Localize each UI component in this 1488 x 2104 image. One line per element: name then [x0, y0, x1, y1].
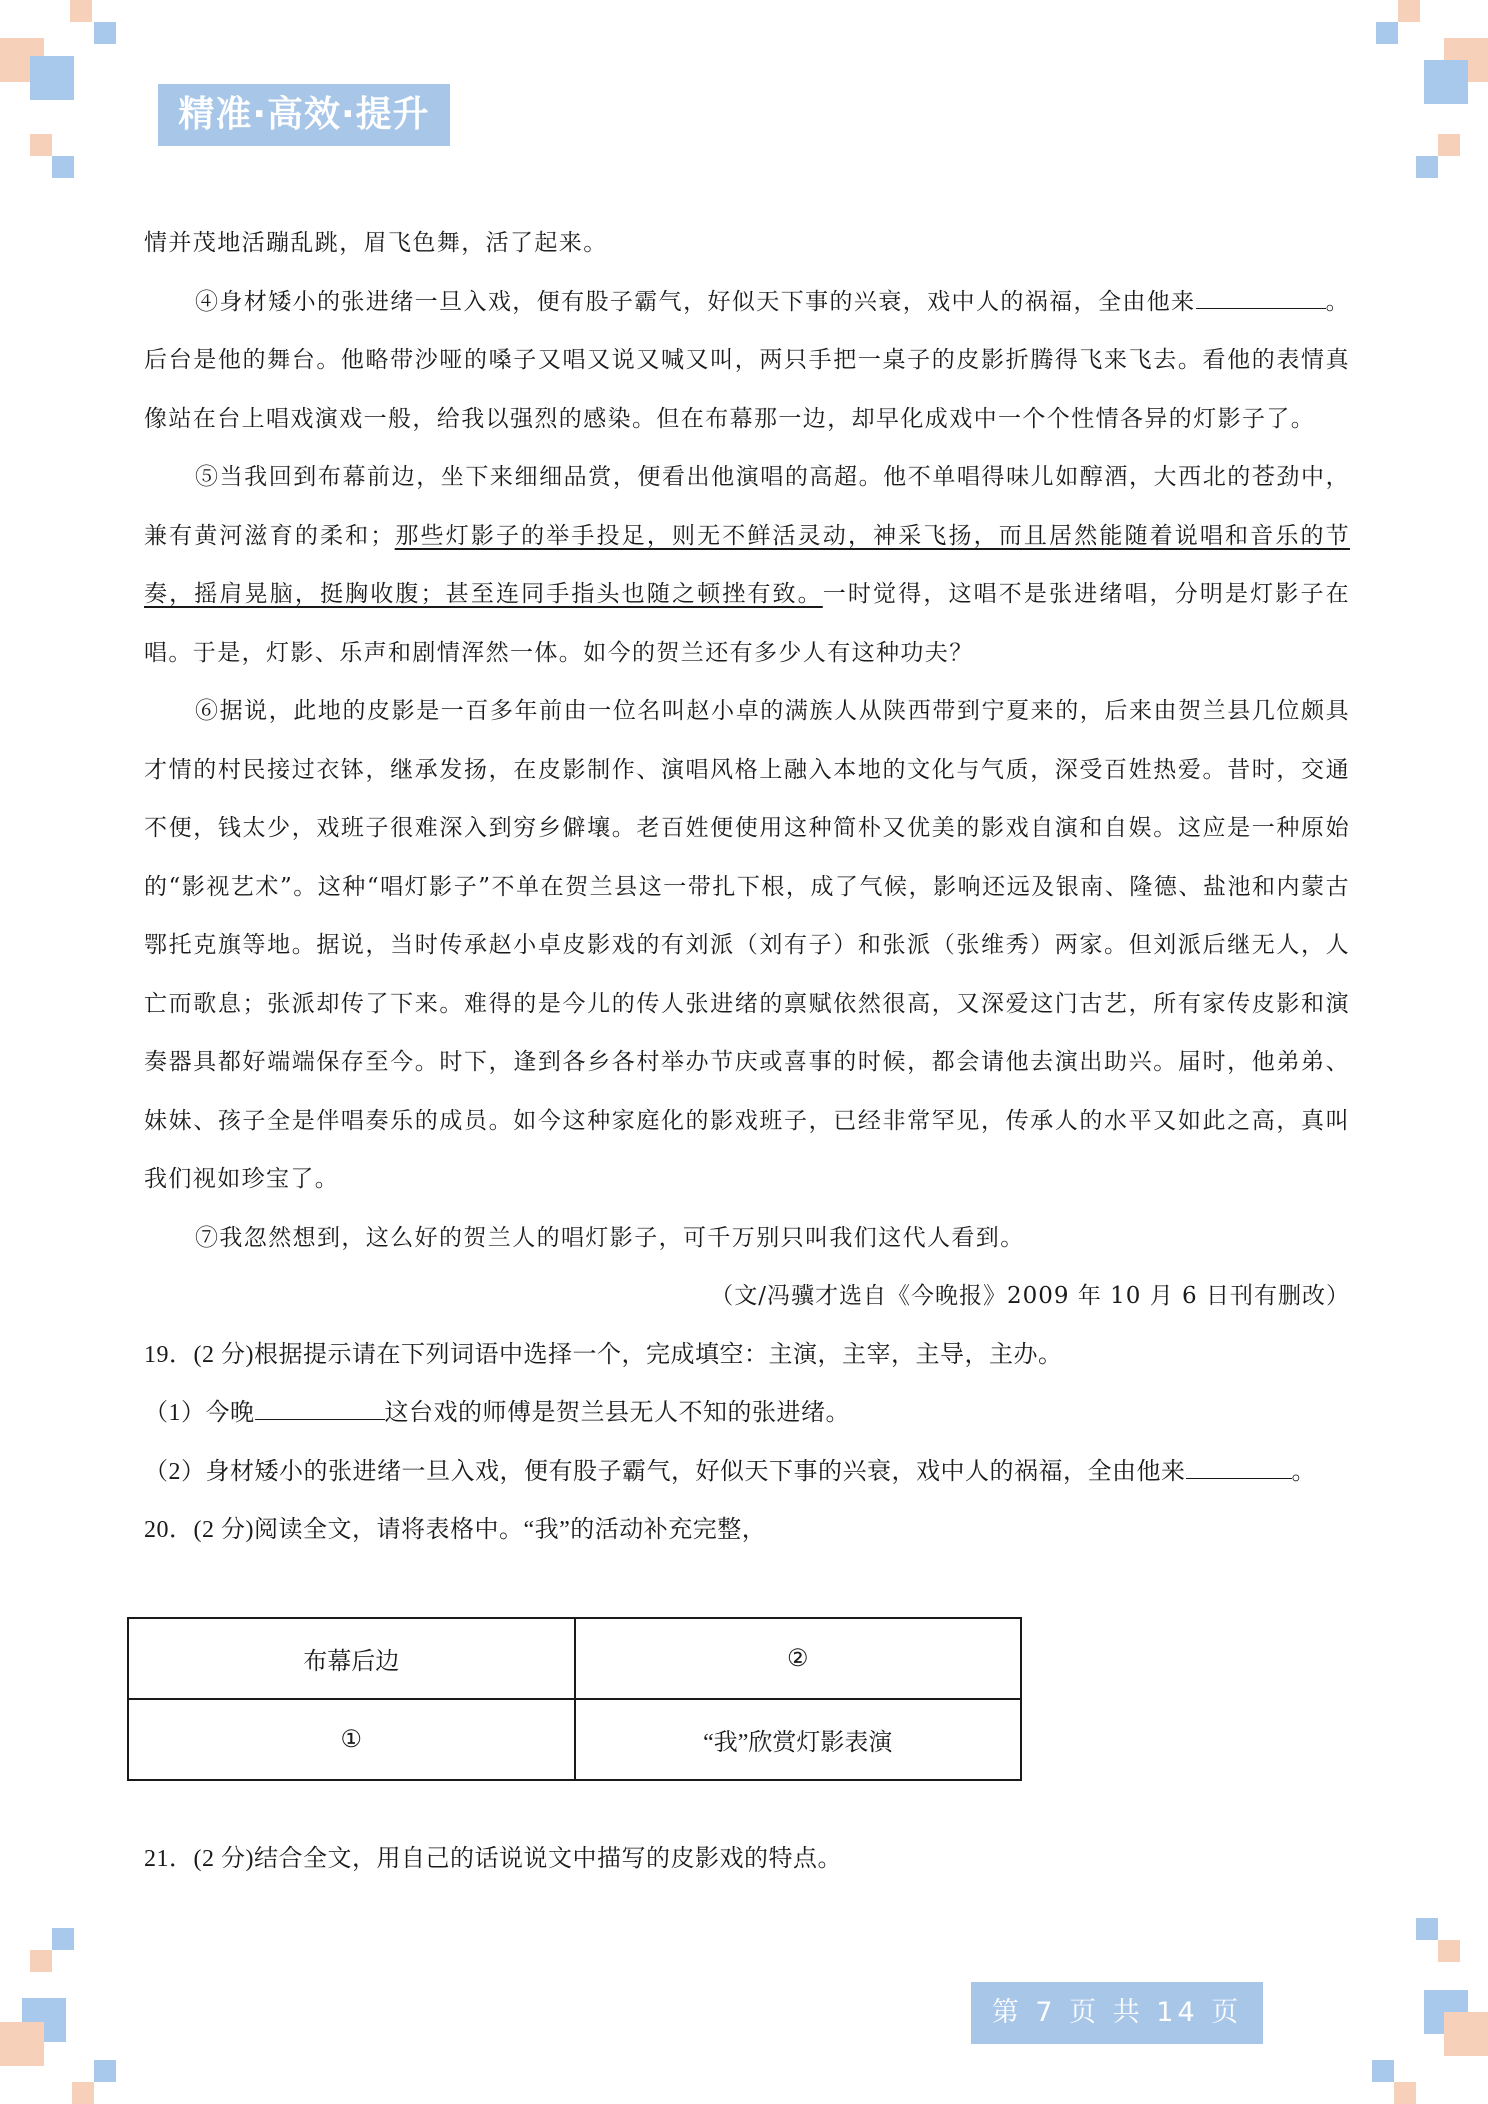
table-cell: “我”欣赏灯影表演: [575, 1699, 1022, 1780]
question-19: 19．(2 分)根据提示请在下列词语中选择一个，完成填空：主演，主宰，主导，主办。: [144, 1341, 1063, 1368]
page-number-badge: 第 7 页 共 14 页: [971, 1982, 1263, 2044]
source-citation: （文/冯骥才选自《今晚报》2009 年 10 月 6 日刊有删改）: [710, 1283, 1350, 1309]
paragraph-5-part-a: ⑤当我回到布幕前边，坐下来细细品赏，便看出他演唱的高超。他不单唱得味儿如醇酒，大西北的苍劲中，兼有黄河滋育的柔和；: [144, 464, 1350, 549]
table-cell: 布幕后边: [128, 1618, 575, 1699]
fill-blank: [1196, 280, 1326, 309]
paragraph-5-part-b: 一时觉得，这唱不是张进绪唱，分明是灯影子在唱。于是，灯影、乐声和剧情浑然一体。如今的贺兰还有多少人有这种功夫？: [144, 581, 1350, 666]
paragraph-6: ⑥据说，此地的皮影是一百多年前由一位名叫赵小卓的满族人从陕西带到宁夏来的，后来由贺兰县几位颇具才情的村民接过衣钵，继承发扬，在皮影制作、演唱风格上融入本地的文化与气质，深受百姓热爱。昔时，交通不便，钱太少，戏班子很难深入到穷乡僻壤。老百姓便使用这种简朴又优美的影戏自演和自娱。这应是一种原始的“影视艺术”。这种“唱灯影子”不单在贺兰县这一带扎下根，成了气候，影响还远及银南、隆德、盐池和内蒙古鄂托克旗等地。据说，当时传承赵小卓皮影戏的有刘派（刘有子）和张派（张维秀）两家。但刘派后继无人，人亡而歌息；张派却传了下来。难得的是今儿的传人张进绪的禀赋依然很高，又深爱这门古艺，所有家传皮影和演奏器具都好端端保存至今。时下，逢到各乡各村举办节庆或喜事的时候，都会请他去演出助兴。届时，他弟弟、妹妹、孩子全是伴唱奏乐的成员。如今这种家庭化的影戏班子，已经非常罕见，传承人的水平又如此之高，真叫我们视如珍宝了。: [144, 698, 1350, 1192]
table-row: [128, 1699, 1021, 1780]
paragraph-7: ⑦我忽然想到，这么好的贺兰人的唱灯影子，可千万别只叫我们这代人看到。: [195, 1224, 1025, 1251]
question-19-2-part-b: 。: [1291, 1458, 1316, 1485]
question-19-2-part-a: （2）身材矮小的张进绪一旦入戏，便有股子霸气，好似天下事的兴衰，戏中人的祸福，全由他来: [144, 1458, 1186, 1485]
activity-table: [127, 1617, 1022, 1781]
paragraph-continuation: 情并茂地活蹦乱跳，眉飞色舞，活了起来。: [144, 230, 608, 256]
question-19-1: [144, 1384, 1350, 1443]
passage: [144, 214, 1350, 1560]
paragraph-4-part-b: 。后台是他的舞台。他略带沙哑的嗓子又唱又说又喊又叫，两只手把一桌子的皮影折腾得飞来飞去。看他的表情真像站在台上唱戏演戏一般，给我以强烈的感染。但在布幕那一边，却早化成戏中一个个性情各异的灯影子了。: [144, 288, 1350, 432]
paragraph-4: [144, 273, 1350, 449]
table-row: [128, 1618, 1021, 1699]
question-19-1-part-a: （1）今晚: [144, 1400, 255, 1426]
paragraph-5: [144, 448, 1350, 682]
table-cell-answer-1[interactable]: ①: [128, 1699, 575, 1780]
question-19-2: [144, 1443, 1350, 1502]
underlined-sentence: 那些灯影子的举手投足，则无不鲜活灵动，神采飞扬，而且居然能随着说唱和音乐的节奏，摇肩晃脑，挺胸收腹；甚至连同手指头也随之顿挫有致。: [144, 522, 1351, 607]
question-19-1-part-b: 这台戏的师傅是贺兰县无人不知的张进绪。: [384, 1400, 850, 1426]
paragraph-4-part-a: ④身材矮小的张进绪一旦入戏，便有股子霸气，好似天下事的兴衰，戏中人的祸福，全由他来: [195, 288, 1196, 315]
answer-blank-19-2[interactable]: [1186, 1452, 1292, 1479]
question-21: 21．(2 分)结合全文，用自己的话说说文中描写的皮影戏的特点。: [144, 1846, 842, 1872]
table-cell-answer-2[interactable]: ②: [575, 1618, 1022, 1699]
header-badge: 精准·高效·提升: [158, 84, 450, 146]
answer-blank-19-1[interactable]: [255, 1393, 385, 1420]
question-20: 20．(2 分)阅读全文，请将表格中。“我”的活动补充完整，: [144, 1517, 767, 1543]
